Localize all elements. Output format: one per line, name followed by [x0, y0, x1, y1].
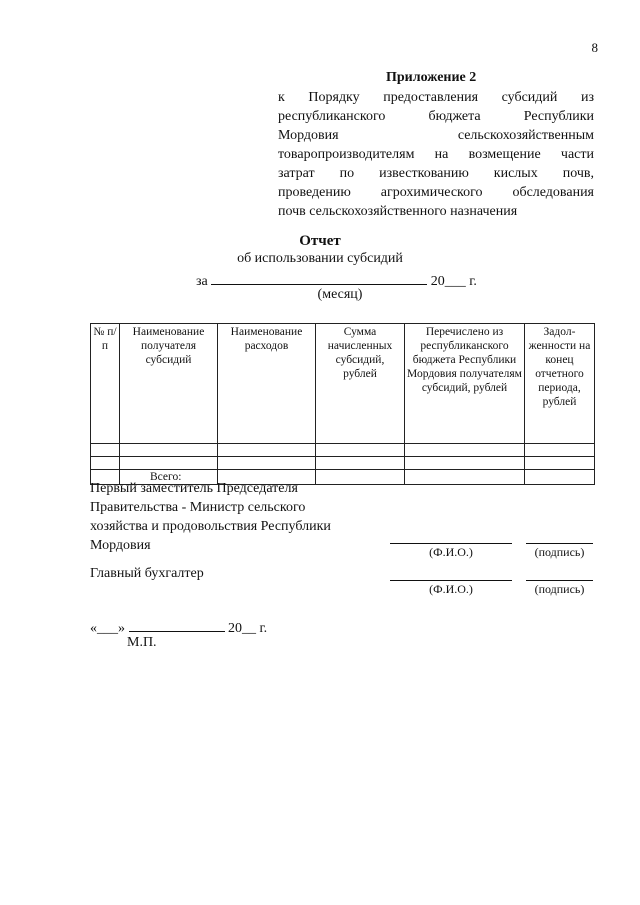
table-cell[interactable]: [405, 457, 525, 470]
report-title: Отчет: [299, 233, 341, 249]
deputy-fio-caption: (Ф.И.О.): [429, 545, 473, 559]
appendix-line: затрат по известкованию кислых почв,: [278, 166, 594, 181]
deputy-line: Первый заместитель Председателя: [90, 481, 298, 496]
table-cell[interactable]: [91, 444, 120, 457]
total-label: Всего:: [120, 470, 218, 485]
table-cell[interactable]: [218, 457, 316, 470]
period-month-field[interactable]: [211, 270, 427, 285]
date-line: [90, 617, 267, 637]
table-cell[interactable]: [120, 444, 218, 457]
table-cell[interactable]: [525, 444, 595, 457]
deputy-line: Правительства - Министр сельского: [90, 500, 306, 515]
table-cell[interactable]: [120, 457, 218, 470]
stamp-placeholder: М.П.: [127, 635, 157, 650]
deputy-title: [90, 479, 390, 555]
appendix-line: товаропроизводителям на возмещение части: [278, 147, 594, 162]
appendix-title: Приложение 2: [386, 70, 477, 85]
header-accrued: Сумма начисленных субсидий, рублей: [316, 324, 405, 444]
table-cell[interactable]: [405, 444, 525, 457]
deputy-line: хозяйства и продовольствия Республики: [90, 519, 331, 534]
date-year: 20__ г.: [228, 621, 268, 636]
page-number: 8: [591, 40, 598, 55]
appendix-line: республиканского бюджета Республики: [278, 109, 594, 124]
deputy-sign-line[interactable]: [526, 543, 593, 544]
period-prefix: за: [196, 274, 208, 289]
date-month-field[interactable]: [129, 617, 225, 632]
report-table: [90, 323, 595, 485]
header-num: № п/п: [91, 324, 120, 444]
chief-sign-line[interactable]: [526, 580, 593, 581]
header-debt: Задол-женности на конец отчетного периода, рублей: [525, 324, 595, 444]
table-row: [91, 457, 595, 470]
table-cell[interactable]: [91, 457, 120, 470]
appendix-line: Мордовия сельскохозяйственным: [278, 128, 594, 143]
appendix-line: к Порядку предоставления субсидий из: [278, 90, 594, 105]
appendix-line: проведению агрохимического обследования: [278, 185, 594, 200]
appendix-line: почв сельскохозяйственного назначения: [278, 204, 518, 219]
header-expenses: Наименование расходов: [218, 324, 316, 444]
chief-fio-line[interactable]: [390, 580, 512, 581]
chief-accountant-label: Главный бухгалтер: [90, 566, 204, 581]
table-cell[interactable]: [316, 457, 405, 470]
table-header-row: [91, 324, 595, 444]
table-row: [91, 444, 595, 457]
table-cell[interactable]: [218, 444, 316, 457]
deputy-sign-caption: (подпись): [534, 545, 585, 559]
chief-fio-caption: (Ф.И.О.): [429, 582, 473, 596]
deputy-line: Мордовия: [90, 538, 151, 553]
table-cell[interactable]: [525, 457, 595, 470]
table-cell[interactable]: [525, 470, 595, 485]
date-day: «___»: [90, 621, 125, 636]
header-transferred: Перечислено из республиканского бюджета Республики Мордовия получателям субсидий, рублей: [405, 324, 525, 444]
period-year: 20___ г.: [430, 274, 477, 289]
deputy-fio-line[interactable]: [390, 543, 512, 544]
report-subtitle: об использовании субсидий: [237, 251, 403, 266]
period-caption: (месяц): [317, 287, 363, 302]
chief-sign-caption: (подпись): [534, 582, 585, 596]
header-recipient: Наименование получателя субсидий: [120, 324, 218, 444]
table-cell[interactable]: [405, 470, 525, 485]
appendix-text: [278, 88, 594, 221]
table-cell[interactable]: [316, 444, 405, 457]
